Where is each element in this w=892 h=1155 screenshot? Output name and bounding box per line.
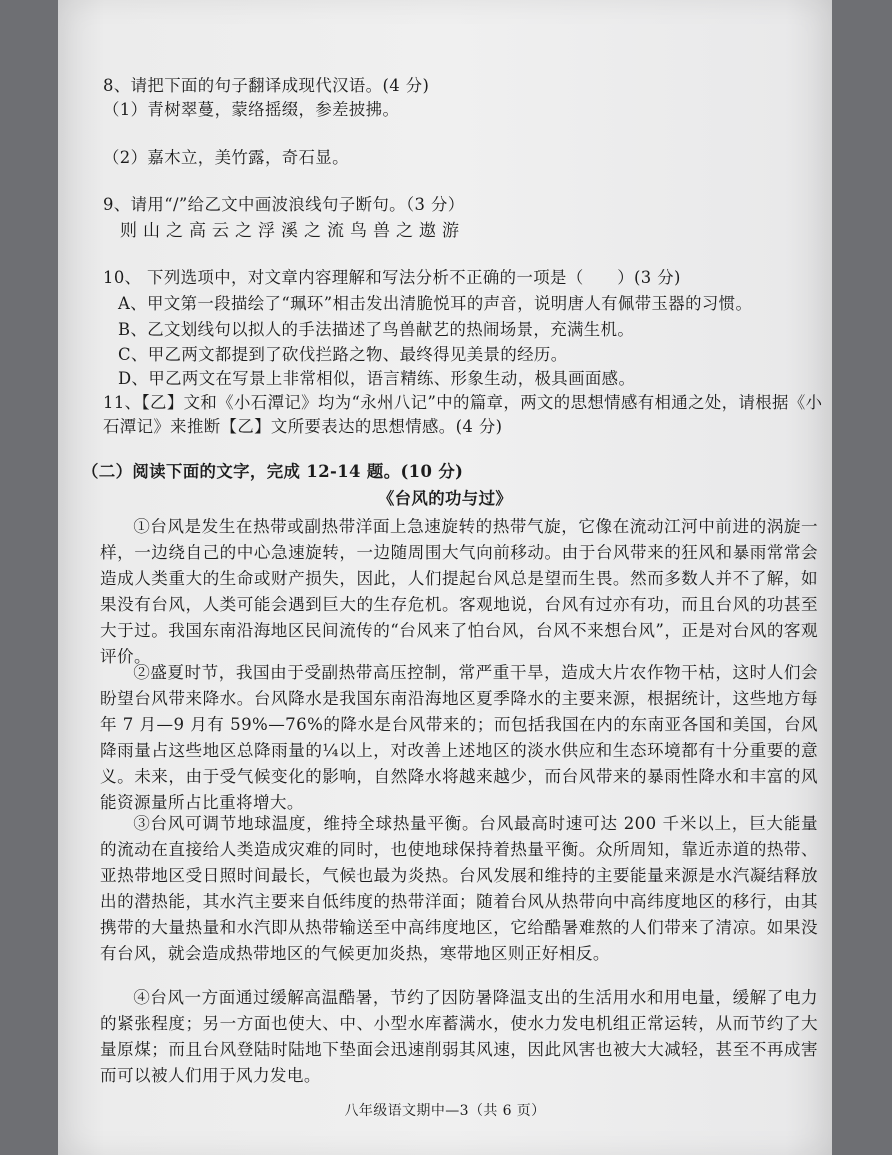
article-paragraph-1: ①台风是发生在热带或副热带洋面上急速旋转的热带气旋，它像在流动江河中前进的涡旋一样，一边绕自己的中心急速旋转，一边随周围大气向前移动。由于台风带来的狂风和暴雨常常会造成人类重大的生命或财产损失，因此，人们提起台风总是望而生畏。然而多数人并不了解，如果没有台风，人类可能会遇到巨大的生存危机。客观地说，台风有过亦有功，而且台风的功甚至大于过。我国东南沿海地区民间流传的“台风来了怕台风，台风不来想台风”，正是对台风的客观评价。	[100, 517, 818, 666]
page-footer: 八年级语文期中—3（共 6 页）	[344, 1103, 546, 1119]
question-8-prompt: 8、请把下面的句子翻译成现代汉语。(4 分)	[103, 76, 430, 95]
article-paragraph-4: ④台风一方面通过缓解高温酷暑，节约了因防暑降温支出的生活用水和用电量，缓解了电力的紧张程度；另一方面也使大、中、小型水库蓄满水，使水力发电机组正常运转，从而节约了大量原煤；而且台风登陆时陆地下垫面会迅速削弱其风速，因此风害也被大大减轻，甚至不再成害而可以被人们用于风力发电。	[100, 988, 818, 1085]
question-9-text: 则山之高云之浮溪之流鸟兽之遨游	[120, 221, 465, 241]
question-8-item-2: （2）嘉木立，美竹露，奇石显。	[103, 148, 349, 167]
question-10-option-d: D、甲乙两文在写景上非常相似，语言精练、形象生动，极具画面感。	[118, 369, 636, 388]
article-title: 《台风的功与过》	[377, 489, 513, 508]
question-9-prompt: 9、请用“/”给乙文中画波浪线句子断句。（3 分）	[103, 195, 465, 214]
article-paragraph-3: ③台风可调节地球温度，维持全球热量平衡。台风最高时速可达 200 千米以上，巨大能量的流动在直接给人类造成灾难的同时，也使地球保持着热量平衡。众所周知，靠近赤道的热带、亚热带地区受日照时间最长，气候也最为炎热。台风发展和维持的主要能量来源是水汽凝结释放出的潜热能，其水汽主要来自低纬度的热带洋面；随着台风从热带向中高纬度地区的移行，由其携带的大量热量和水汽即从热带输送至中高纬度地区，它给酷暑难熬的人们带来了清凉。如果没有台风，就会造成热带地区的气候更加炎热，寒带地区则正好相反。	[100, 814, 818, 963]
question-10-option-b: B、乙文划线句以拟人的手法描述了鸟兽献艺的热闹场景，充满生机。	[118, 320, 635, 339]
question-11-line-2: 石潭记》来推断【乙】文所要表达的思想情感。(4 分)	[103, 417, 503, 436]
exam-page	[58, 0, 832, 1155]
question-8-item-1: （1）青树翠蔓，蒙络摇缀，参差披拂。	[103, 100, 400, 119]
question-10-option-c: C、甲乙两文都提到了砍伐拦路之物、最终得见美景的经历。	[118, 345, 568, 364]
bleed-through-text	[528, 70, 533, 88]
question-11-line-1: 11、【乙】文和《小石潭记》均为“永州八记”中的篇章，两文的思想情感有相通之处，请根据《小	[103, 393, 823, 412]
section-2-heading: （二）阅读下面的文字，完成 12-14 题。(10 分)	[82, 462, 464, 481]
question-10-prompt: 10、 下列选项中，对文章内容理解和写法分析不正确的一项是（ ）(3 分)	[103, 268, 681, 287]
question-10-option-a: A、甲文第一段描绘了“珮环”相击发出清脆悦耳的声音，说明唐人有佩带玉器的习惯。	[118, 294, 753, 313]
article-paragraph-2: ②盛夏时节，我国由于受副热带高压控制，常严重干旱，造成大片农作物干枯，这时人们会盼望台风带来降水。台风降水是我国东南沿海地区夏季降水的主要来源，根据统计，这些地方每年 7 月—9 月有 59%—76%的降水是台风带来的；而包括我国在内的东南亚各国和美国，台风降雨量占这些地区总降雨量的¼以上，对改善上述地区的淡水供应和生态环境都有十分重要的意义。未来，由于受气候变化的影响，自然降水将越来越少，而台风带来的暴雨性降水和丰富的风能资源量所占比重将增大。	[100, 663, 818, 812]
